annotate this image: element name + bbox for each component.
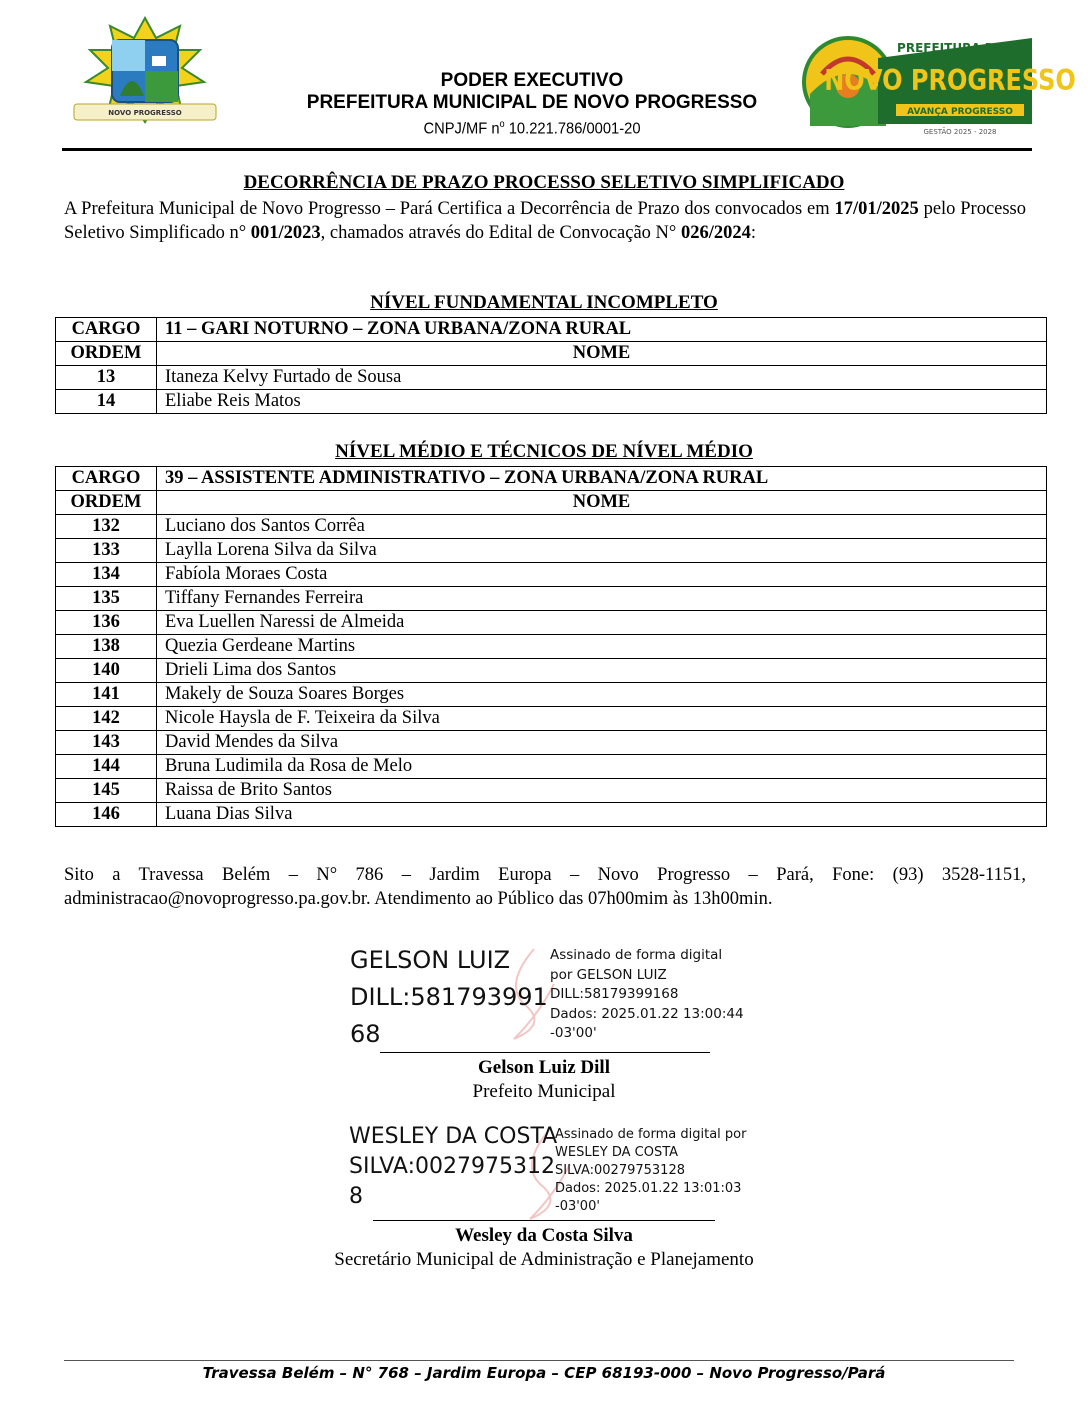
header-cnpj: CNPJ/MF $n^o$ 10.221.786/0001-20	[423, 119, 641, 138]
header-text	[262, 70, 802, 140]
cargo-value: 11 – GARI NOTURNO – ZONA URBANA/ZONA RURAL	[157, 318, 1047, 342]
ordem-cell: 145	[56, 779, 157, 803]
ordem-header: ORDEM	[56, 342, 157, 366]
table-row	[56, 659, 1047, 683]
letterhead	[62, 12, 1076, 151]
signature-1-line	[380, 1052, 710, 1053]
signer-1-name: Gelson Luiz Dill	[478, 1057, 610, 1078]
table-row	[56, 539, 1047, 563]
intro-paragraph: A Prefeitura Municipal de Novo Progresso – Pará Certifica a Decorrência de Prazo dos convocados em 17/01/2025 pelo Processo Seletivo Simplificado n° 001/2023, chamados através do Edital de Convocação N° 026/2024:	[64, 199, 1027, 243]
nome-header: NOME	[157, 491, 1047, 515]
svg-text:NOVO PROGRESSO: NOVO PROGRESSO	[824, 63, 1076, 98]
signature-2-meta: Assinado de forma digital por WESLEY DA COSTA SILVA:00279753128 Dados: 2025.01.22 13:01:03 -03'00'	[555, 1127, 747, 1214]
table-row	[56, 803, 1047, 827]
nome-cell: Eliabe Reis Matos	[157, 390, 1047, 414]
ordem-cell: 141	[56, 683, 157, 707]
ordem-cell: 146	[56, 803, 157, 827]
table-row	[56, 683, 1047, 707]
cargo-label: CARGO	[56, 467, 157, 491]
nome-cell: David Mendes da Silva	[157, 731, 1047, 755]
table-fundamental	[55, 317, 1047, 414]
ordem-cell: 14	[56, 390, 157, 414]
nome-cell: Luana Dias Silva	[157, 803, 1047, 827]
nome-cell: Tiffany Fernandes Ferreira	[157, 587, 1047, 611]
table-row	[56, 390, 1047, 414]
ordem-cell: 133	[56, 539, 157, 563]
table-row	[56, 515, 1047, 539]
table-row	[56, 755, 1047, 779]
section-title-fundamental: NÍVEL FUNDAMENTAL INCOMPLETO	[370, 292, 718, 313]
ordem-cell: 142	[56, 707, 157, 731]
ordem-cell: 140	[56, 659, 157, 683]
section-title-medio: NÍVEL MÉDIO E TÉCNICOS DE NÍVEL MÉDIO	[335, 441, 753, 462]
table-row	[56, 779, 1047, 803]
nome-cell: Raissa de Brito Santos	[157, 779, 1047, 803]
nome-cell: Bruna Ludimila da Rosa de Melo	[157, 755, 1047, 779]
signer-1-role: Prefeito Municipal	[472, 1081, 616, 1102]
svg-text:NOVO PROGRESSO: NOVO PROGRESSO	[108, 109, 182, 117]
signature-2-line	[373, 1220, 715, 1221]
ordem-header: ORDEM	[56, 491, 157, 515]
administration-logo-icon	[800, 34, 1076, 144]
table-row	[56, 587, 1047, 611]
ordem-cell: 132	[56, 515, 157, 539]
nome-cell: Laylla Lorena Silva da Silva	[157, 539, 1047, 563]
signature-1-meta: Assinado de forma digital por GELSON LUIZ DILL:58179399168 Dados: 2025.01.22 13:00:44 -03'00'	[550, 947, 744, 1041]
ordem-cell: 143	[56, 731, 157, 755]
nome-cell: Drieli Lima dos Santos	[157, 659, 1047, 683]
svg-text:AVANÇA PROGRESSO: AVANÇA PROGRESSO	[907, 107, 1013, 117]
table-row	[56, 707, 1047, 731]
nome-cell: Nicole Haysla de F. Teixeira da Silva	[157, 707, 1047, 731]
ordem-cell: 136	[56, 611, 157, 635]
address-paragraph: Sito a Travessa Belém – N° 786 – Jardim Europa – Novo Progresso – Pará, Fone: (93) 3528-1151, administracao@novoprogresso.pa.gov.br. Atendimento ao Público das 07h00mim às 13h00min.	[64, 865, 1026, 909]
table-row	[56, 366, 1047, 390]
table-header-row	[56, 342, 1047, 366]
table-row	[56, 635, 1047, 659]
document-title: DECORRÊNCIA DE PRAZO PROCESSO SELETIVO SIMPLIFICADO	[243, 172, 845, 193]
ordem-cell: 144	[56, 755, 157, 779]
table-cargo-row	[56, 467, 1047, 491]
municipal-crest-icon	[70, 16, 220, 128]
cargo-label: CARGO	[56, 318, 157, 342]
nome-cell: Fabíola Moraes Costa	[157, 563, 1047, 587]
nome-cell: Quezia Gerdeane Martins	[157, 635, 1047, 659]
signer-2-name: Wesley da Costa Silva	[455, 1225, 633, 1246]
nome-cell: Itaneza Kelvy Furtado de Sousa	[157, 366, 1047, 390]
signer-2-role: Secretário Municipal de Administração e Planejamento	[334, 1249, 754, 1270]
footer-address: Travessa Belém – N° 768 – Jardim Europa – CEP 68193-000 – Novo Progresso/Pará	[202, 1364, 886, 1382]
svg-text:GESTÃO 2025 - 2028: GESTÃO 2025 - 2028	[923, 128, 997, 136]
table-header-row	[56, 491, 1047, 515]
signature-1-name: GELSON LUIZ DILL:581793991 68	[350, 946, 548, 1048]
table-row	[56, 563, 1047, 587]
header-line-2: PREFEITURA MUNICIPAL DE NOVO PROGRESSO	[306, 92, 758, 113]
footer-divider	[64, 1360, 1014, 1361]
nome-cell: Makely de Souza Soares Borges	[157, 683, 1047, 707]
nome-header: NOME	[157, 342, 1047, 366]
header-line-1: PODER EXECUTIVO	[440, 70, 624, 91]
nome-cell: Luciano dos Santos Corrêa	[157, 515, 1047, 539]
svg-text:PREFEITURA DE: PREFEITURA DE	[897, 41, 1003, 55]
table-row	[56, 731, 1047, 755]
ordem-cell: 138	[56, 635, 157, 659]
nome-cell: Eva Luellen Naressi de Almeida	[157, 611, 1047, 635]
ordem-cell: 134	[56, 563, 157, 587]
signature-2-name: WESLEY DA COSTA SILVA:0027975312 8	[349, 1124, 558, 1209]
table-row	[56, 611, 1047, 635]
cargo-value: 39 – ASSISTENTE ADMINISTRATIVO – ZONA URBANA/ZONA RURAL	[157, 467, 1047, 491]
ordem-cell: 135	[56, 587, 157, 611]
ordem-cell: 13	[56, 366, 157, 390]
table-cargo-row	[56, 318, 1047, 342]
table-medio	[55, 466, 1047, 827]
